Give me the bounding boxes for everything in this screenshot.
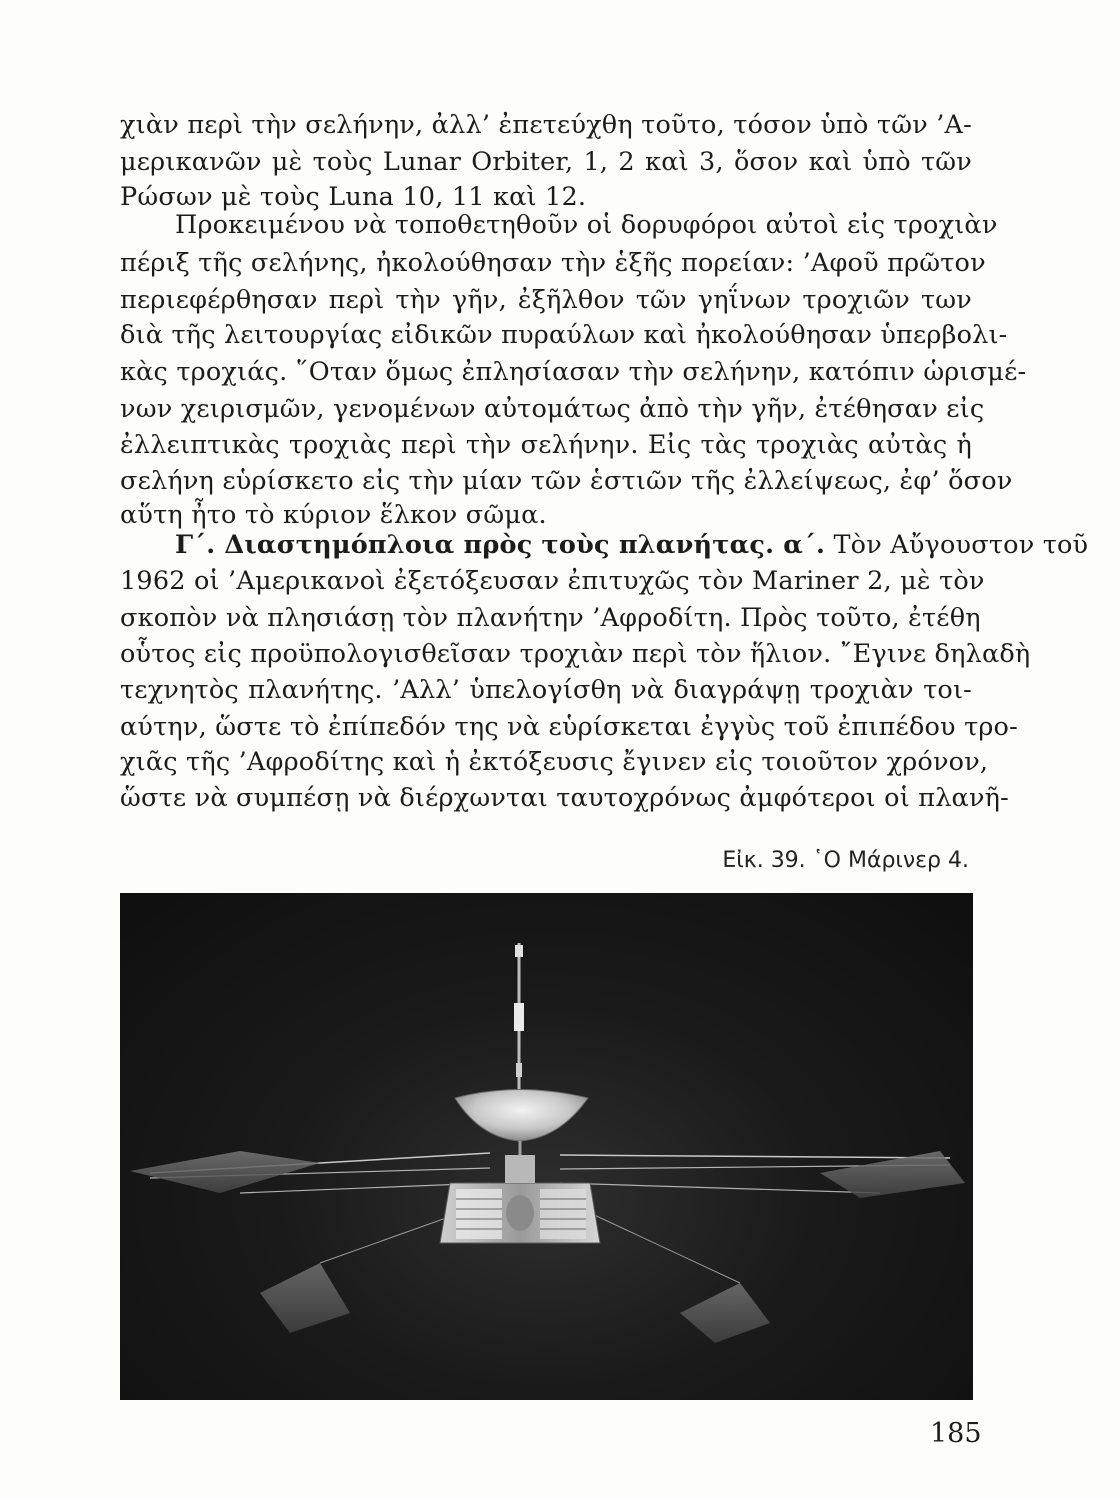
text-line: πέριξ τῆς σελήνης, ἠκολούθησαν τὴν ἑξῆς πορείαν: ’Αφοῦ πρῶτον (120, 248, 986, 278)
text-line: ἐλλειπτικὰς τροχιὰς περὶ τὴν σελήνην. Εἰς τὰς τροχιὰς αὐτὰς ἡ (120, 430, 972, 460)
text-line: μερικανῶν μὲ τοὺς Lunar Orbiter, 1, 2 καὶ 3, ὅσον καὶ ὑπὸ τῶν (120, 147, 972, 177)
spacecraft-illustration (120, 893, 973, 1400)
page-number: 185 (930, 1418, 982, 1449)
text-line: νων χειρισμῶν, γενομένων αὐτομάτως ἀπὸ τὴν γῆν, ἐτέθησαν εἰς (120, 394, 985, 424)
text-line: τεχνητὸς πλανήτης. ’Αλλ’ ὑπελογίσθη νὰ διαγράψῃ τροχιὰν τοι- (120, 675, 972, 705)
text-line: χιᾶς τῆς ’Αφροδίτης καὶ ἡ ἐκτόξευσις ἔγινεν εἰς τοιοῦτον χρόνον, (120, 747, 989, 777)
heading-line-rest: Τὸν Αὔγουστον τοῦ (825, 530, 1089, 560)
spacecraft-photo (120, 893, 973, 1400)
text-line: 1962 οἱ ’Αμερικανοὶ ἐξετόξευσαν ἐπιτυχῶς τὸν Mariner 2, μὲ τὸν (120, 566, 985, 596)
text-line: αὕτη ἦτο τὸ κύριον ἕλκον σῶμα. (120, 500, 547, 530)
text-line: κὰς τροχιάς. ῞Οταν ὅμως ἐπλησίασαν τὴν σελήνην, κατόπιν ὡρισμέ- (120, 357, 1027, 387)
text-line: Προκειμένου νὰ τοποθετηθοῦν οἱ δορυφόροι αὐτοὶ εἰς τροχιὰν (175, 210, 998, 240)
figure-caption: Εἰκ. 39. ῾Ο Μάρινερ 4. (722, 848, 969, 873)
text-line: περιεφέρθησαν περὶ τὴν γῆν, ἐξῆλθον τῶν γηΐνων τροχιῶν των (120, 285, 972, 315)
text-line: σελήνη εὑρίσκετο εἰς τὴν μίαν τῶν ἑστιῶν τῆς ἐλλείψεως, ἐφ’ ὅσον (120, 466, 1013, 496)
text-line: διὰ τῆς λειτουργίας εἰδικῶν πυραύλων καὶ ἠκολούθησαν ὑπερβολι- (120, 320, 1008, 350)
text-line: αύτην, ὥστε τὸ ἐπίπεδόν της νὰ εὑρίσκεται ἐγγὺς τοῦ ἐπιπέδου τρο- (120, 712, 1018, 742)
text-line: σκοπὸν νὰ πλησιάσῃ τὸν πλανήτην ’Αφροδίτη. Πρὸς τοῦτο, ἐτέθη (120, 603, 981, 633)
section-heading-line (175, 530, 1089, 560)
text-line: Ρώσων μὲ τοὺς Luna 10, 11 καὶ 12. (120, 182, 587, 212)
text-line: οὗτος εἰς προϋπολογισθεῖσαν τροχιὰν περὶ τὸν ἥλιον. ῎Εγινε δηλαδὴ (120, 639, 1031, 669)
text-line: ὥστε νὰ συμπέσῃ νὰ διέρχωνται ταυτοχρόνως ἀμφότεροι οἱ πλανῆ- (120, 783, 1009, 813)
text-line: χιὰν περὶ τὴν σελήνην, ἀλλ’ ἐπετεύχθη τοῦτο, τόσον ὑπὸ τῶν ’Α- (120, 110, 972, 140)
section-heading: Γ΄. Διαστημόπλοια πρὸς τοὺς πλανήτας. α΄. (175, 530, 826, 560)
